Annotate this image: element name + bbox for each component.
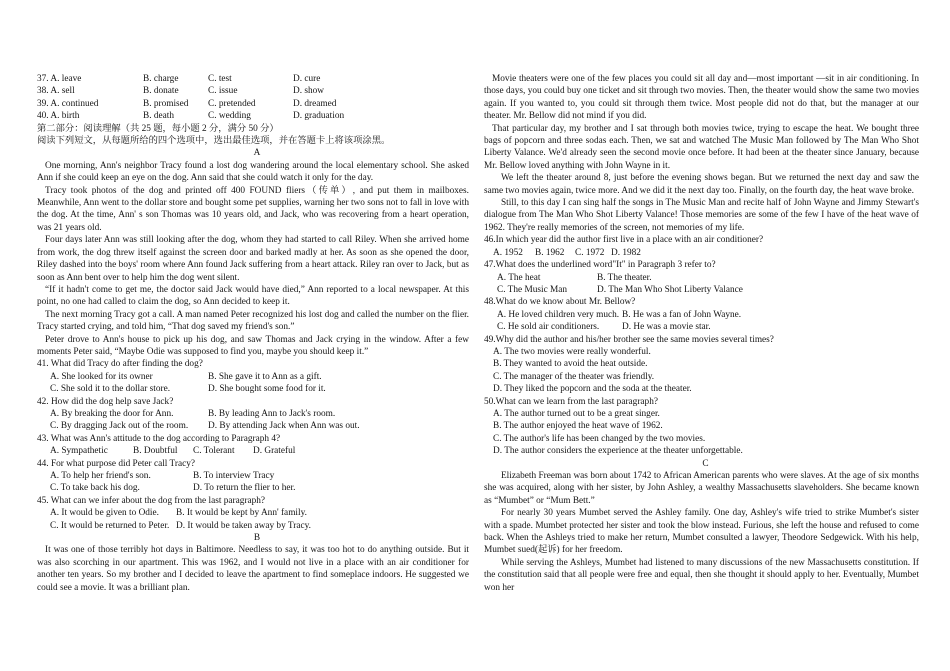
right-column bbox=[484, 73, 919, 594]
cloze-option: C. test bbox=[208, 74, 232, 84]
option: C. 1972 bbox=[575, 247, 605, 258]
question-stem: 45. What can we infer about the dog from the last paragraph? bbox=[37, 495, 266, 506]
option: A. The heat bbox=[497, 272, 541, 283]
cloze-option: C. issue bbox=[208, 86, 238, 97]
cloze-option: D. dreamed bbox=[293, 98, 337, 109]
cloze-option: D. graduation bbox=[293, 111, 345, 122]
option: A. He loved children very much. bbox=[497, 309, 620, 320]
passage-paragraph: The next morning Tracy got a call. A man named Peter recognized his lost dog and called the number on the flier. Tracy started crying, and told him, “That dog saved my friend's son.” bbox=[37, 309, 469, 333]
question-options bbox=[484, 272, 919, 297]
section-header: 第二部分：阅读理解（共 25 题，每小题 2 分，满分 50 分） bbox=[37, 123, 279, 134]
option: B. By leading Ann to Jack's room. bbox=[208, 408, 336, 419]
option: C. It would be returned to Peter. bbox=[50, 520, 170, 531]
cloze-option: 38. A. sell bbox=[37, 86, 75, 97]
question-options bbox=[484, 309, 919, 334]
cloze-option: 37. A. leave bbox=[37, 74, 82, 84]
option: A. By breaking the door for Ann. bbox=[50, 408, 174, 419]
option: D. It would be taken away by Tracy. bbox=[176, 520, 311, 531]
passage-paragraph: We left the theater around 8, just before the evening shows began. But we returned the next day and saw the same two movies again, twice more. And we did it the next day too. Finally, on the fourth day, the heat wave broke. bbox=[484, 173, 919, 196]
passage-paragraph: “If it hadn't come to get me, the doctor said Jack would have died,” Ann reported to a local newspaper. At this point, no one had called to claim the dog, so Ann decided to keep it. bbox=[37, 284, 469, 308]
option: D. By attending Jack when Ann was out. bbox=[208, 421, 360, 432]
cloze-option: D. show bbox=[293, 86, 324, 97]
cloze-option: B. death bbox=[143, 111, 174, 122]
question-options bbox=[37, 507, 469, 532]
question-options bbox=[484, 247, 919, 259]
option: B. The author enjoyed the heat wave of 1962. bbox=[493, 421, 663, 432]
option: B. It would be kept by Ann' family. bbox=[176, 508, 307, 519]
option: A. 1952 bbox=[493, 247, 523, 258]
cloze-row bbox=[37, 73, 469, 85]
option: C. By dragging Jack out of the room. bbox=[50, 421, 189, 432]
cloze-option: D. cure bbox=[293, 74, 321, 84]
passage-paragraph: Elizabeth Freeman was born about 1742 to African American parents who were slaves. At the age of six months she was acquired, along with her sister, by John Ashley, a wealthy Massachusetts slaveholders. She became known as “Mumbet” or “Mum Bett.” bbox=[484, 471, 919, 506]
cloze-option: C. pretended bbox=[208, 98, 256, 109]
question-stem: 47.What does the underlined word"It" in Paragraph 3 refer to? bbox=[484, 260, 716, 271]
option: A. The author turned out to be a great singer. bbox=[493, 408, 660, 419]
option: C. The manager of the theater was friendly. bbox=[493, 371, 655, 382]
option: C. To take back his dog. bbox=[50, 483, 140, 494]
passage-paragraph: That particular day, my brother and I sat through both movies twice, trying to escape the heat. We bought three bags of popcorn and three sodas each. Then, we sat and watched The Music Man followed by The Man Who Shot Liberty Valance. We'd already seen the second movie once before. It had been at the theater since January, because Mr. Bellow loved anything with John Wayne in it. bbox=[484, 123, 919, 171]
left-column bbox=[37, 73, 469, 594]
question-stem: 49.Why did the author and his/her brother see the same movies several times? bbox=[484, 334, 774, 345]
option: C. Tolerant bbox=[193, 446, 235, 457]
question-stem: 46.In which year did the author first live in a place with an air conditioner? bbox=[484, 235, 764, 246]
option: D. He was a movie star. bbox=[622, 322, 711, 333]
option: A. The two movies were really wonderful. bbox=[493, 346, 651, 357]
option: D. The Man Who Shot Liberty Valance bbox=[597, 284, 743, 295]
passage-c-title: C bbox=[702, 458, 709, 469]
passage-paragraph: Peter drove to Ann's house to pick up his dog, and saw Thomas and Jack crying in the window. After a few moments Peter said, “Maybe Odie was supposed to find you, maybe you should keep it.” bbox=[37, 334, 469, 357]
question-stem: 50.What can we learn from the last paragraph? bbox=[484, 396, 658, 407]
cloze-row bbox=[37, 98, 469, 110]
cloze-option: B. promised bbox=[143, 98, 189, 109]
cloze-option: B. donate bbox=[143, 86, 179, 97]
option: D. They liked the popcorn and the soda at the theater. bbox=[493, 384, 692, 395]
option: B. Doubtful bbox=[133, 446, 178, 457]
question-options bbox=[37, 470, 469, 495]
cloze-row bbox=[37, 110, 469, 122]
section-instruction: 阅读下列短文，从每题所给的四个选项中，选出最佳选项，并在答题卡上将该项涂黑。 bbox=[37, 136, 391, 147]
option: A. Sympathetic bbox=[50, 446, 108, 457]
option: B. They wanted to avoid the heat outside. bbox=[493, 359, 648, 370]
question-options bbox=[37, 445, 469, 457]
passage-paragraph: For nearly 30 years Mumbet served the Ashley family. One day, Ashley's wife tried to strike Mumbet's sister with a spade. Mumbet protected her sister and took the blow instead. Furious, she left the house and refused to come back. When the Ashleys tried to make her return, Mumbet consulted a lawyer, Theodore Sedgewick. With his help, Mumbet sued(起诉) for her freedom. bbox=[484, 508, 919, 556]
option: B. To interview Tracy bbox=[193, 471, 275, 481]
passage-paragraph: While serving the Ashleys, Mumbet had listened to many discussions of the new Massachusetts constitution. If the constitution said that all people were free and equal, then she thought it should apply to her. Eventually, Mumbet won her bbox=[484, 557, 919, 593]
question-options bbox=[37, 371, 469, 396]
question-stem: 44. For what purpose did Peter call Tracy? bbox=[37, 458, 196, 469]
passage-paragraph: Still, to this day I can sing half the songs in The Music Man and recite half of John Wayne and Jimmy Stewart's dialogue from The Man Who Shot Liberty Valance! Those memories are some of the few I have of the heat wave of 1962. They're really memories of the screen, not memories of my life. bbox=[484, 198, 919, 233]
passage-paragraph: It was one of those terribly hot days in Baltimore. Needless to say, it was too hot to do anything outside. But it was also scorching in our apartment. This was 1962, and I would not live in a place with an air conditioner for another ten years. So my brother and I decided to leave the apartment to find someplace indoors. He suggested we could see a movie. It was a brilliant plan. bbox=[37, 545, 469, 593]
option: B. He was a fan of John Wayne. bbox=[622, 309, 742, 320]
question-stem: 42. How did the dog help save Jack? bbox=[37, 396, 174, 407]
passage-paragraph: One morning, Ann's neighbor Tracy found a lost dog wandering around the local elementary school. She asked Ann if she could keep an eye on the dog. Ann said that she could watch it only for the day. bbox=[37, 160, 469, 184]
passage-paragraph: Movie theaters were one of the few places you could sit all day and—most important —sit in air conditioning. In those days, you could buy one ticket and sit through two movies. Then, the theater would show the same two movies again. If you wanted to, you could sit through them twice. Most people did not do that, but the manager at our theater. Mr. Bellow did not mind if you did. bbox=[484, 74, 919, 122]
option: B. The theater. bbox=[597, 272, 652, 283]
passage-paragraph: Four days later Ann was still looking after the dog, whom they had started to call Riley. When she arrived home from work, the dog threw itself against the screen door and barked madly at her. As soon as she opened the door, Riley dashed into the boys' room where Ann found Jack suffering from a heart attack. Riley ran over to Jack, but as soon as Ann bent over to help him the dog went silent. bbox=[37, 235, 469, 283]
option: D. Grateful bbox=[253, 446, 296, 457]
option: C. He sold air conditioners. bbox=[497, 322, 600, 333]
question-options bbox=[37, 408, 469, 433]
question-stem: 48.What do we know about Mr. Bellow? bbox=[484, 297, 636, 308]
option: C. The author's life has been changed by the two movies. bbox=[493, 433, 706, 444]
question-stem: 43. What was Ann's attitude to the dog according to Paragraph 4? bbox=[37, 433, 281, 444]
cloze-option: 40. A. birth bbox=[37, 111, 80, 122]
passage-a-title: A bbox=[253, 148, 261, 159]
option: D. The author considers the experience at the theater unforgettable. bbox=[493, 446, 743, 457]
passage-paragraph: Tracy took photos of the dog and printed off 400 FOUND fliers（传单）, and put them in mailboxes. Meanwhile, Ann went to the dollar store and bought some pet supplies, warning her two sons not to fall in love with the dog. At the time, Ann' s son Thomas was 10 years old, and Jack, who was recovering from a heart operation, was 21 years old. bbox=[37, 185, 469, 233]
option: D. She bought some food for it. bbox=[208, 384, 326, 395]
option: A. To help her friend's son. bbox=[50, 471, 151, 481]
option: D. 1982 bbox=[611, 247, 641, 258]
cloze-option: C. wedding bbox=[208, 111, 251, 122]
option: C. She sold it to the dollar store. bbox=[50, 384, 171, 395]
cloze-option: 39. A. continued bbox=[37, 98, 99, 109]
option: A. It would be given to Odie. bbox=[50, 508, 159, 519]
passage-b-title: B bbox=[253, 533, 261, 544]
option: A. She looked for its owner bbox=[50, 371, 153, 382]
cloze-option: B. charge bbox=[143, 74, 179, 84]
option: C. The Music Man bbox=[497, 284, 568, 295]
option: D. To return the flier to her. bbox=[193, 483, 296, 494]
question-stem: 41. What did Tracy do after finding the dog? bbox=[37, 359, 203, 370]
option: B. She gave it to Ann as a gift. bbox=[208, 371, 322, 382]
cloze-row bbox=[37, 85, 469, 97]
option: B. 1962 bbox=[535, 247, 565, 258]
